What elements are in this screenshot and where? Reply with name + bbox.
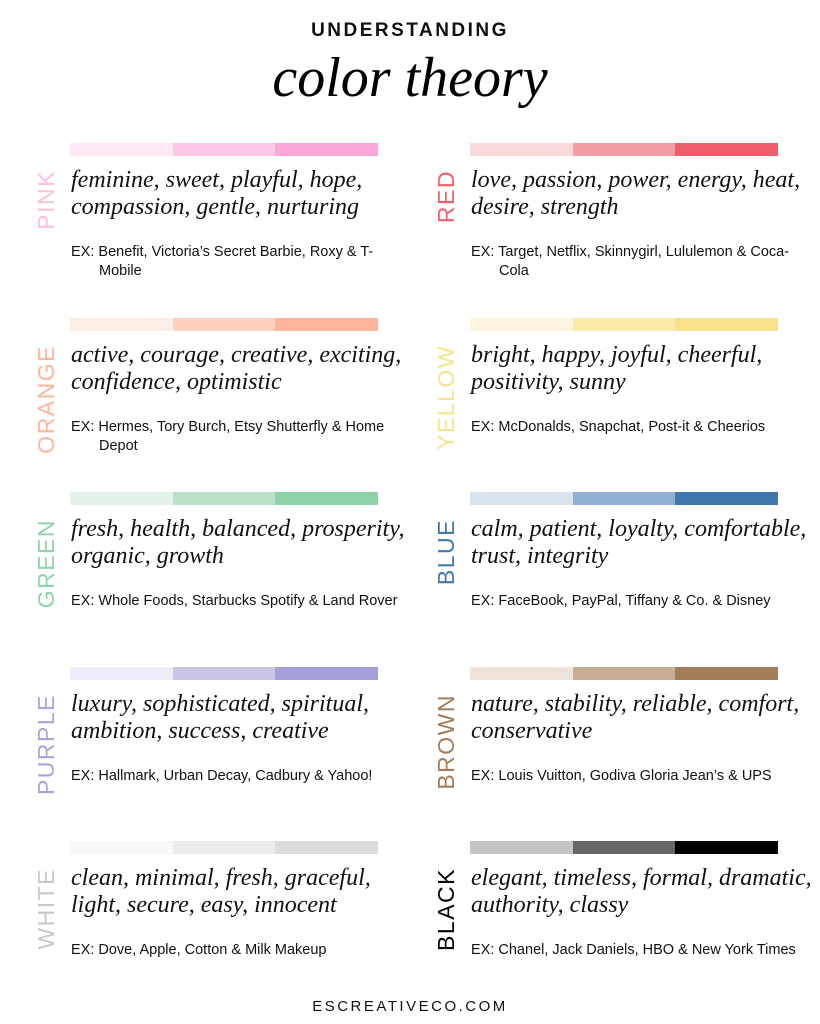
pink-examples: EX: Benefit, Victoria’s Secret Barbie, Roxy & T-Mobile	[71, 244, 374, 279]
orange-label: ORANGE	[33, 344, 59, 454]
pink-swatch-3	[275, 143, 378, 156]
red-swatch-3	[675, 143, 778, 156]
purple-label: PURPLE	[33, 693, 59, 795]
black-swatch-1	[470, 841, 573, 854]
purple-swatch-3	[275, 667, 378, 680]
red-swatch-bar	[470, 143, 778, 156]
header-kicker: UNDERSTANDING	[311, 20, 509, 41]
white-swatch-bar	[70, 841, 378, 854]
yellow-swatch-2	[573, 318, 676, 331]
color-section-brown	[430, 667, 820, 837]
pink-traits: feminine, sweet, playful, hope, compassion, gentle, nurturing	[71, 167, 363, 220]
pink-swatch-bar	[70, 143, 378, 156]
purple-swatch-2	[173, 667, 276, 680]
yellow-swatch-3	[675, 318, 778, 331]
color-section-orange	[30, 318, 420, 488]
brown-swatch-bar	[470, 667, 778, 680]
color-section-blue	[430, 492, 820, 662]
white-traits: clean, minimal, fresh, graceful, light, secure, easy, innocent	[71, 865, 371, 918]
orange-traits: active, courage, creative, exciting, confidence, optimistic	[71, 341, 402, 395]
orange-swatch-bar	[70, 318, 378, 331]
color-section-white	[30, 841, 420, 1011]
blue-swatch-2	[573, 492, 676, 505]
blue-swatch-bar	[470, 492, 778, 505]
orange-swatch-2	[173, 318, 276, 331]
green-swatch-1	[70, 492, 173, 505]
yellow-traits: bright, happy, joyful, cheerful, positivity, sunny	[471, 341, 763, 395]
orange-swatch-1	[70, 318, 173, 331]
brown-swatch-3	[675, 667, 778, 680]
white-examples: EX: Dove, Apple, Cotton & Milk Makeup	[71, 942, 327, 958]
yellow-swatch-1	[470, 318, 573, 331]
page-title: color theory	[272, 47, 548, 109]
purple-swatch-bar	[70, 667, 378, 680]
pink-label: PINK	[33, 170, 59, 230]
white-swatch-2	[173, 841, 276, 854]
blue-examples: EX: FaceBook, PayPal, Tiffany & Co. & Disney	[471, 593, 771, 609]
purple-traits: luxury, sophisticated, spiritual, ambition, success, creative	[71, 690, 369, 744]
red-label: RED	[433, 170, 459, 224]
pink-swatch-2	[173, 143, 276, 156]
white-swatch-3	[275, 841, 378, 854]
brown-traits: nature, stability, reliable, comfort, conservative	[471, 690, 800, 744]
black-examples: EX: Chanel, Jack Daniels, HBO & New York Times	[471, 942, 796, 958]
brown-examples: EX: Louis Vuitton, Godiva Gloria Jean’s & UPS	[471, 767, 772, 784]
black-swatch-2	[573, 841, 676, 854]
red-swatch-1	[470, 143, 573, 156]
color-section-purple	[30, 667, 420, 837]
footer-site: ESCREATIVECO.COM	[312, 998, 508, 1015]
color-section-black	[430, 841, 820, 1011]
red-traits: love, passion, power, energy, heat, desire, strength	[471, 167, 801, 220]
blue-swatch-3	[675, 492, 778, 505]
white-swatch-1	[70, 841, 173, 854]
green-traits: fresh, health, balanced, prosperity, organic, growth	[71, 516, 405, 569]
black-swatch-bar	[470, 841, 778, 854]
black-swatch-3	[675, 841, 778, 854]
green-swatch-3	[275, 492, 378, 505]
blue-swatch-1	[470, 492, 573, 505]
white-label: WHITE	[33, 868, 59, 950]
brown-swatch-1	[470, 667, 573, 680]
yellow-swatch-bar	[470, 318, 778, 331]
green-examples: EX: Whole Foods, Starbucks Spotify & Land Rover	[71, 593, 398, 609]
green-label: GREEN	[33, 519, 59, 609]
black-traits: elegant, timeless, formal, dramatic, authority, classy	[471, 865, 812, 918]
red-swatch-2	[573, 143, 676, 156]
yellow-examples: EX: McDonalds, Snapchat, Post-it & Cheerios	[471, 418, 766, 435]
color-section-green	[30, 492, 420, 662]
blue-label: BLUE	[433, 519, 459, 586]
orange-examples: EX: Hermes, Tory Burch, Etsy Shutterfly & Home Depot	[71, 418, 385, 454]
color-section-red	[430, 143, 820, 313]
green-swatch-2	[173, 492, 276, 505]
red-examples: EX: Target, Netflix, Skinnygirl, Lululemon & Coca-Cola	[471, 244, 790, 279]
yellow-label: YELLOW	[433, 344, 459, 450]
purple-examples: EX: Hallmark, Urban Decay, Cadbury & Yahoo!	[71, 767, 373, 784]
blue-traits: calm, patient, loyalty, comfortable, trust, integrity	[471, 516, 807, 569]
black-label: BLACK	[433, 868, 459, 951]
brown-label: BROWN	[433, 693, 459, 790]
brown-swatch-2	[573, 667, 676, 680]
pink-swatch-1	[70, 143, 173, 156]
color-section-yellow	[430, 318, 820, 488]
green-swatch-bar	[70, 492, 378, 505]
orange-swatch-3	[275, 318, 378, 331]
purple-swatch-1	[70, 667, 173, 680]
color-section-pink	[30, 143, 420, 313]
